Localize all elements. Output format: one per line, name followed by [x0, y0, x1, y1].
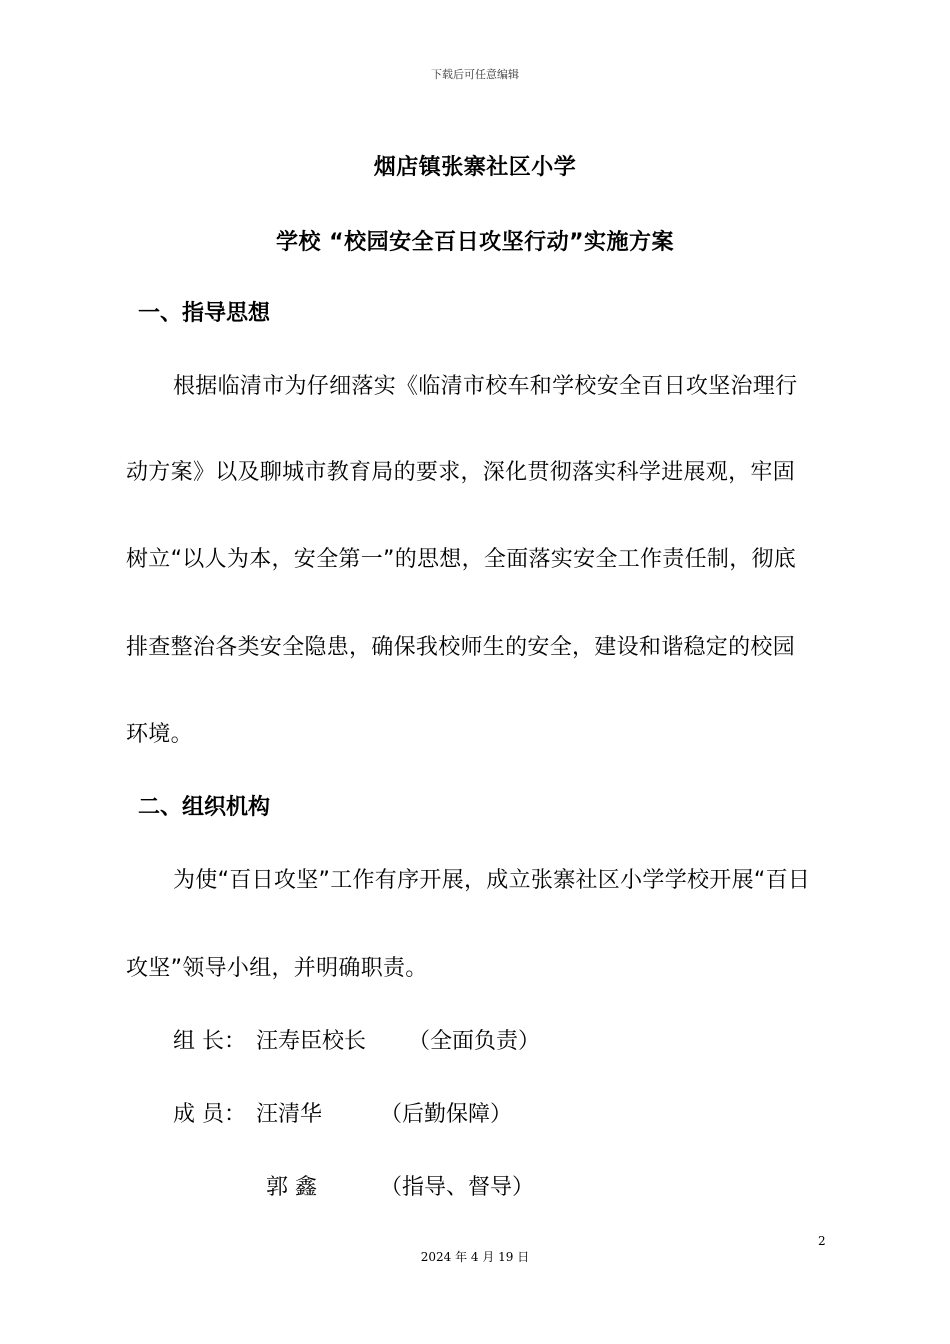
paragraph-line: 环境。: [126, 722, 193, 747]
paragraph-line: 排查整治各类安全隐患，确保我校师生的安全，建设和谐稳定的校园: [126, 635, 796, 660]
member-role-leader: 组 长：: [173, 1029, 246, 1054]
paragraph-line: 动方案》以及聊城市教育局的要求，深化贯彻落实科学进展观，牢固: [126, 460, 796, 485]
paragraph-line: 根据临清市为仔细落实《临清市校车和学校安全百日攻坚治理行: [173, 374, 798, 399]
header-note: 下载后可任意编辑: [431, 68, 519, 81]
paragraph-line: 树立“以人为本，安全第一”的思想，全面落实安全工作责任制，彻底: [126, 547, 797, 572]
page-number: 2: [818, 1234, 826, 1248]
document-title-school: 烟店镇张寨社区小学: [373, 155, 577, 180]
member-name: 郭 鑫: [266, 1175, 317, 1200]
paragraph-line: 为使“百日攻坚”工作有序开展，成立张寨社区小学学校开展“百日: [173, 868, 811, 893]
member-name: 汪寿臣校长: [256, 1029, 367, 1054]
member-duty: （指导、督导）: [380, 1175, 535, 1200]
footer-date: 2024 年 4 月 19 日: [420, 1250, 530, 1264]
member-duty: （全面负责）: [408, 1029, 541, 1054]
member-duty: （后勤保障）: [380, 1102, 513, 1127]
member-name: 汪清华: [256, 1102, 323, 1127]
paragraph-line: 攻坚”领导小组，并明确职责。: [126, 956, 428, 981]
section-heading-organization: 二、组织机构: [138, 795, 271, 820]
member-role-member: 成 员：: [173, 1102, 246, 1127]
section-heading-guiding-ideology: 一、指导思想: [138, 301, 271, 326]
document-title-plan: 学校 “校园安全百日攻坚行动”实施方案: [275, 230, 675, 255]
